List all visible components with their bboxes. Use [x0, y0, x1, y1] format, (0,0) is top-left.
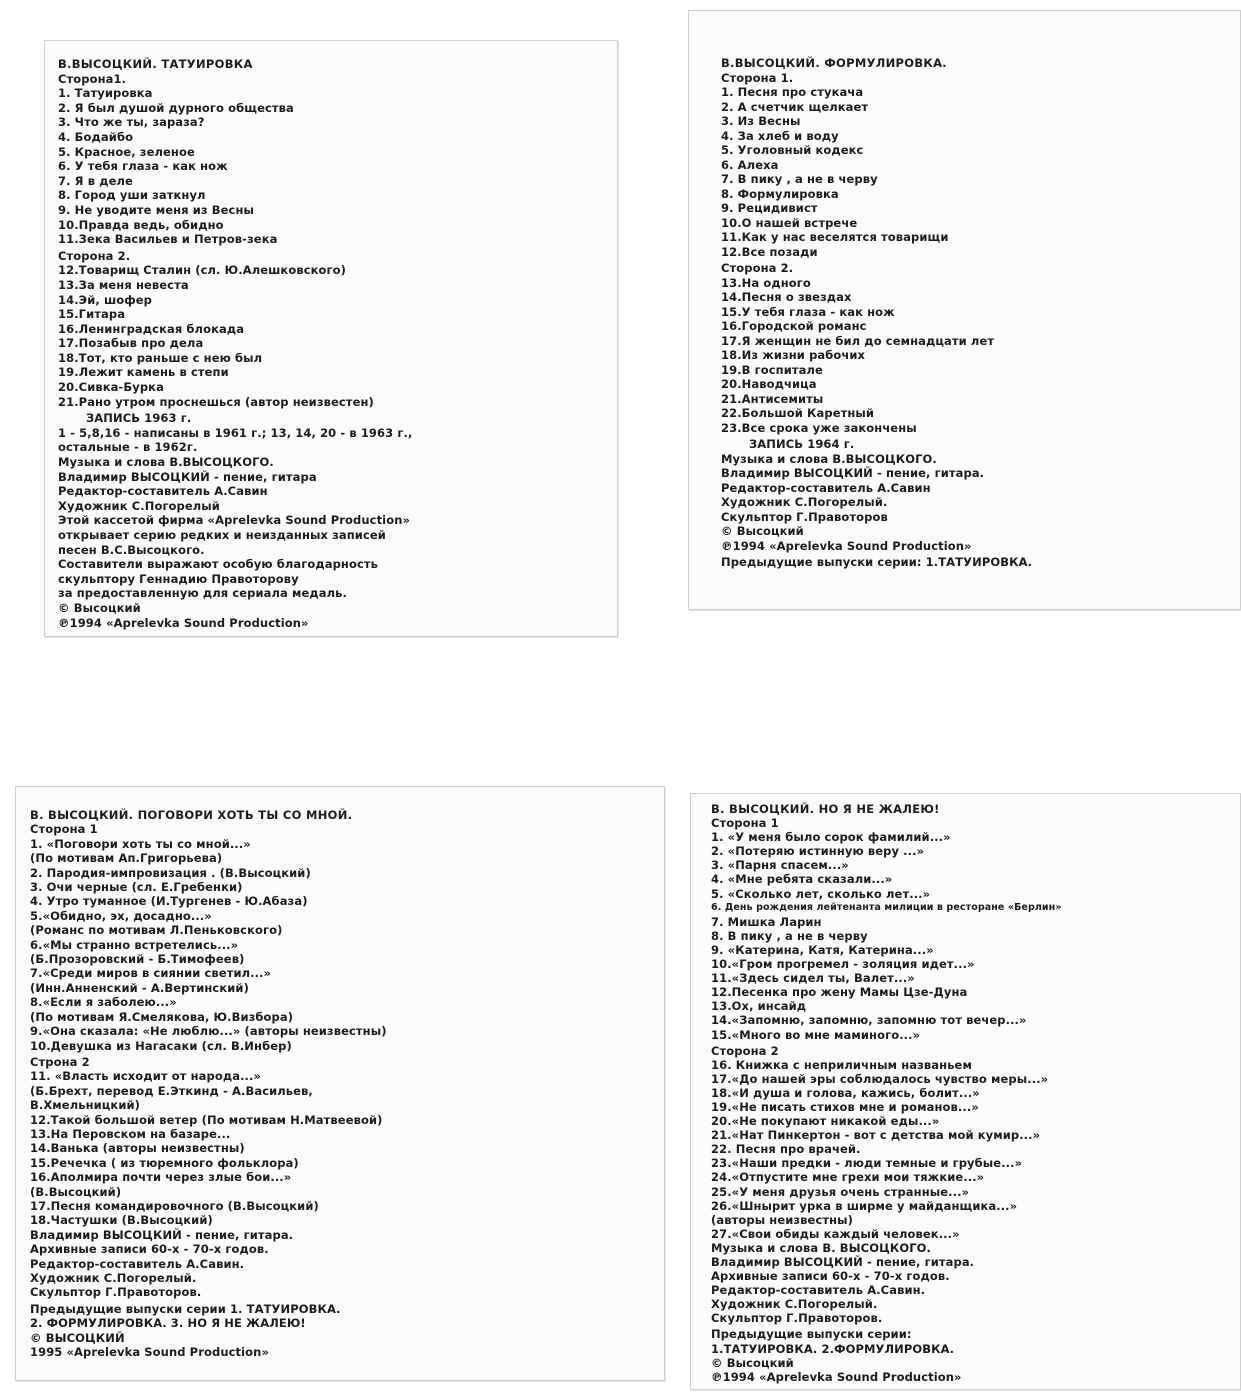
text-line: 6. У тебя глаза - как нож [58, 159, 228, 174]
text-line: Скульптор Г.Правоторов [721, 509, 888, 524]
text-line: ЗАПИСЬ 1964 г. [749, 437, 855, 451]
text-line: 14.Ванька (авторы неизвестны) [30, 1141, 245, 1156]
insert-text [30, 808, 387, 1359]
text-line: Скульптор Г.Правоторов. [711, 1311, 883, 1326]
text-line: Редактор-составитель А.Савин. [30, 1256, 245, 1271]
text-line: 24.«Отпустите мне грехи мои тяжкие...» [711, 1170, 985, 1185]
text-line: Редактор-составитель А.Савин. [711, 1283, 926, 1298]
text-line: 19.В госпитале [721, 362, 823, 377]
text-line: Музыка и слова В.ВЫСОЦКОГО. [721, 451, 937, 466]
text-line: ℗1994 «Aprelevka Sound Production» [721, 538, 972, 553]
text-line: 17.«До нашей эры соблюдалось чувство меры...» [711, 1071, 1049, 1086]
cassette-insert-tatuirovka [44, 40, 618, 637]
text-line: © Высоцкий [721, 524, 804, 538]
text-line: 9. «Катерина, Катя, Катерина...» [711, 942, 934, 957]
text-line: Редактор-составитель А.Савин [721, 480, 931, 495]
text-line: 9.«Она сказала: «Не люблю...» (авторы неизвестны) [30, 1024, 387, 1039]
text-line: 3. Из Весны [721, 114, 801, 128]
text-line: 16.Ленинградская блокада [58, 321, 245, 336]
text-line: 21.Рано утром проснешься (автор неизвестен) [58, 394, 374, 409]
text-line: скульптору Геннадию Правоторову [58, 571, 299, 586]
text-line: 5. Красное, зеленое [58, 144, 195, 159]
text-line: 22. Песня про врачей. [711, 1142, 861, 1157]
text-line: 2. Я был душой дурного общества [58, 100, 294, 115]
text-line: 16. Книжка с неприличным названьем [711, 1057, 972, 1072]
text-line: 18.«И душа и голова, кажись, болит...» [711, 1085, 980, 1100]
text-line: ℗1994 «Aprelevka Sound Production» [711, 1369, 962, 1384]
text-line: 18.Частушки (В.Высоцкий) [30, 1213, 213, 1228]
text-line: 9. Не уводите меня из Весны [58, 202, 254, 217]
text-line: открывает серию редких и неизданных записей [58, 528, 386, 542]
text-line: 5. «Сколько лет, сколько лет...» [711, 886, 931, 901]
text-line: 12.Такой большой ветер (По мотивам Н.Матвеевой) [30, 1112, 383, 1127]
text-line: © ВЫСОЦКИЙ [30, 1330, 125, 1345]
text-line: © Высоцкий [58, 600, 141, 615]
text-line: 5.«Обидно, эх, досадно...» [30, 908, 212, 923]
text-line: Скульптор Г.Правоторов. [30, 1285, 202, 1300]
text-line: 8. Формулировка [721, 186, 839, 201]
text-line: 2. ФОРМУЛИРОВКА. 3. НО Я НЕ ЖАЛЕЮ! [30, 1316, 306, 1331]
text-line: 12.Песенка про жену Мамы Цзе-Дуна [711, 985, 968, 1000]
text-line: 1995 «Aprelevka Sound Production» [30, 1345, 269, 1360]
text-line: 13.Ох, инсайд [711, 999, 807, 1014]
cassette-insert-no-ya-ne-zhaleyu [690, 793, 1241, 1390]
text-line: 6. Алеха [721, 157, 779, 172]
text-line: 7. Мишка Ларин [711, 914, 822, 929]
text-line: (По мотивам Ап.Григорьева) [30, 851, 223, 866]
text-line: Музыка и слова В.ВЫСОЦКОГО. [58, 455, 274, 470]
text-line: 1. Татуировка [58, 86, 153, 101]
text-line: 14.Эй, шофер [58, 292, 152, 307]
text-line: 13.За меня невеста [58, 277, 189, 292]
text-line: 8. В пику , а не в черву [711, 928, 868, 943]
text-line: 22.Большой Каретный [721, 406, 875, 420]
text-line: В.Хмельницкий) [30, 1098, 140, 1113]
text-line: 2. А счетчик щелкает [721, 99, 869, 114]
text-line: 11. «Власть исходит от народа...» [30, 1069, 262, 1084]
text-line: 26.«Шнырит урка в ширме у майданщика...» [711, 1198, 1018, 1213]
text-line: Сторона 2 [711, 1043, 779, 1058]
cassette-insert-formulirovka [688, 10, 1241, 610]
text-line: Архивные записи 60-х - 70-х годов. [30, 1242, 269, 1257]
text-line: 20.«Не покупают никакой еды...» [711, 1114, 940, 1129]
text-line: 10.Правда ведь, обидно [58, 217, 224, 232]
text-line: Предыдущие выпуски серии 1. ТАТУИРОВКА. [30, 1301, 341, 1316]
text-line: Художник С.Погорелый. [711, 1297, 878, 1312]
text-line: 3. «Парня спасем...» [711, 858, 849, 873]
text-line: 1. «Поговори хоть ты со мной...» [30, 836, 251, 851]
text-line: Составители выражают особую благодарность [58, 557, 379, 572]
text-line: 17.Позабыв про дела [58, 336, 204, 351]
text-line: 13.На Перовском на базаре... [30, 1126, 231, 1141]
text-line: 19.«Не писать стихов мне и романов...» [711, 1099, 979, 1114]
text-line: ЗАПИСЬ 1963 г. [86, 411, 192, 426]
text-line: 16.Городской романс [721, 319, 867, 333]
text-line: песен В.С.Высоцкого. [58, 542, 205, 557]
text-line: 7. Я в деле [58, 173, 133, 188]
insert-title: В.ВЫСОЦКИЙ. ТАТУИРОВКА [58, 57, 253, 71]
text-line: 2. «Потеряю истинную веру ...» [711, 844, 925, 859]
text-line: 21.«Нат Пинкертон - вот с детства мой кумир...» [711, 1128, 1041, 1143]
text-line: (авторы неизвестны) [711, 1212, 854, 1227]
text-line: 17.Песня командировочного (В.Высоцкий) [30, 1198, 319, 1213]
text-line: Художник С.Погорелый. [30, 1271, 197, 1285]
text-line: 1 - 5,8,16 - написаны в 1961 г.; 13, 14, 20 - в 1963 г., [58, 425, 413, 440]
text-line: 15.Речечка ( из тюремного фольклора) [30, 1155, 299, 1170]
text-line: 25.«У меня друзья очень странные...» [711, 1184, 970, 1199]
text-line: 4. Бодайбо [58, 129, 134, 144]
text-line: 4. «Мне ребята сказали...» [711, 872, 893, 887]
text-line: Владимир ВЫСОЦКИЙ - пение, гитара [58, 469, 317, 484]
text-line: (По мотивам Я.Смелякова, Ю.Визбора) [30, 1009, 294, 1024]
insert-text [711, 802, 1062, 1384]
text-line: 18.Тот, кто раньше с нею был [58, 350, 263, 365]
text-line: Этой кассетой фирма «Aprelevka Sound Production» [58, 513, 411, 528]
text-line: Сторона 1 [711, 816, 779, 831]
text-line: ℗1994 «Aprelevka Sound Production» [58, 615, 309, 630]
text-line: 19.Лежит камень в степи [58, 365, 229, 380]
text-line: Художник С.Погорелый [58, 498, 220, 513]
text-line: 14.Песня о звездах [721, 290, 852, 304]
text-line: © Высоцкий [711, 1355, 794, 1370]
text-line: Предыдущие выпуски серии: 1.ТАТУИРОВКА. [721, 555, 1033, 569]
text-line: Строна 2 [30, 1054, 90, 1069]
insert-text [721, 56, 1032, 570]
text-line: 20.Наводчица [721, 377, 817, 391]
text-line: за предоставленную для сериала медаль. [58, 586, 347, 601]
insert-title: В. ВЫСОЦКИЙ. НО Я НЕ ЖАЛЕЮ! [711, 802, 940, 816]
text-line: Владимир ВЫСОЦКИЙ - пение, гитара. [30, 1227, 294, 1242]
text-line: Редактор-составитель А.Савин [58, 484, 268, 499]
text-line: 27.«Свои обиды каждый человек...» [711, 1226, 960, 1241]
text-line: 12.Товарищ Сталин (сл. Ю.Алешковского) [58, 263, 346, 278]
text-line: остальные - в 1962г. [58, 440, 198, 455]
text-line: 20.Сивка-Бурка [58, 380, 164, 395]
text-line: 14.«Запомню, запомню, запомню тот вечер...» [711, 1013, 1027, 1028]
text-line: (Б.Брехт, перевод Е.Эткинд - А.Васильев, [30, 1083, 313, 1098]
text-line: 12.Все позади [721, 244, 818, 259]
text-line: 23.«Наши предки - люди темные и грубые...» [711, 1156, 1023, 1171]
text-line: (В.Высоцкий) [30, 1184, 122, 1199]
text-line: (Романс по мотивам Л.Пеньковского) [30, 923, 283, 938]
text-line: 10.О нашей встрече [721, 215, 858, 230]
text-line: 23.Все срока уже закончены [721, 420, 917, 435]
text-line: Сторона 2. [721, 261, 794, 275]
insert-text [58, 57, 412, 630]
cassette-insert-pogovori [15, 786, 665, 1381]
text-line: 5. Уголовный кодекс [721, 143, 864, 157]
text-line: 8. Город уши заткнул [58, 188, 206, 203]
text-line: Архивные записи 60-х - 70-х годов. [711, 1269, 950, 1284]
text-line: Предыдущие выпуски серии: [711, 1327, 912, 1342]
text-line: 21.Антисемиты [721, 391, 824, 406]
text-line: Сторона 2. [58, 248, 131, 263]
text-line: 10.Девушка из Нагасаки (сл. В.Инбер) [30, 1038, 292, 1053]
text-line: 18.Из жизни рабочих [721, 348, 866, 362]
text-line: 9. Рецидивист [721, 201, 818, 215]
insert-title: В. ВЫСОЦКИЙ. ПОГОВОРИ ХОТЬ ТЫ СО МНОЙ. [30, 808, 353, 822]
text-line: Владимир ВЫСОЦКИЙ - пение, гитара. [711, 1255, 975, 1269]
text-line: 1. Песня про стукача [721, 85, 864, 99]
text-line: 1. «У меня было сорок фамилий...» [711, 830, 951, 845]
text-line: 6. День рождения лейтенанта милиции в ресторане «Берлин» [711, 901, 1062, 913]
text-line: 17.Я женщин не бил до семнадцати лет [721, 333, 995, 348]
text-line: 15.Гитара [58, 307, 126, 322]
text-line: 4. Утро туманное (И.Тургенев - Ю.Абаза) [30, 894, 308, 909]
text-line: 11.Зека Васильев и Петров-зека [58, 232, 278, 247]
text-line: 2. Пародия-импровизация . (В.Высоцкий) [30, 865, 311, 880]
text-line: (Инн.Анненский - А.Вертинский) [30, 980, 249, 995]
text-line: Владимир ВЫСОЦКИЙ - пение, гитара. [721, 466, 985, 480]
text-line: 7. В пику , а не в черву [721, 172, 878, 186]
text-line: 11.«Здесь сидел ты, Валет...» [711, 971, 915, 986]
text-line: 16.Аполмира почти через злые бои...» [30, 1170, 292, 1185]
text-line: 8.«Если я заболею...» [30, 995, 177, 1010]
text-line: Сторона 1. [721, 70, 794, 85]
text-line: 3. Очи черные (сл. Е.Гребенки) [30, 880, 243, 895]
text-line: Сторона1. [58, 71, 127, 86]
text-line: 1.ТАТУИРОВКА. 2.ФОРМУЛИРОВКА. [711, 1341, 955, 1356]
text-line: 15.У тебя глаза - как нож [721, 304, 895, 319]
text-line: Художник С.Погорелый. [721, 495, 888, 509]
text-line: 3. Что же ты, зараза? [58, 115, 205, 130]
text-line: 7.«Среди миров в сиянии светил...» [30, 966, 272, 981]
text-line: 11.Как у нас веселятся товарищи [721, 230, 949, 244]
text-line: 4. За хлеб и воду [721, 128, 839, 143]
insert-title: В.ВЫСОЦКИЙ. ФОРМУЛИРОВКА. [721, 56, 947, 70]
text-line: 10.«Гром прогремел - золяция идет...» [711, 957, 975, 972]
text-line: 15.«Много во мне маминого...» [711, 1027, 921, 1042]
text-line: Музыка и слова В. ВЫСОЦКОГО. [711, 1240, 931, 1255]
text-line: 6.«Мы странно встретелись...» [30, 937, 239, 952]
text-line: Сторона 1 [30, 822, 98, 837]
text-line: 13.На одного [721, 275, 811, 290]
text-line: (Б.Прозоровский - Б.Тимофеев) [30, 952, 245, 967]
